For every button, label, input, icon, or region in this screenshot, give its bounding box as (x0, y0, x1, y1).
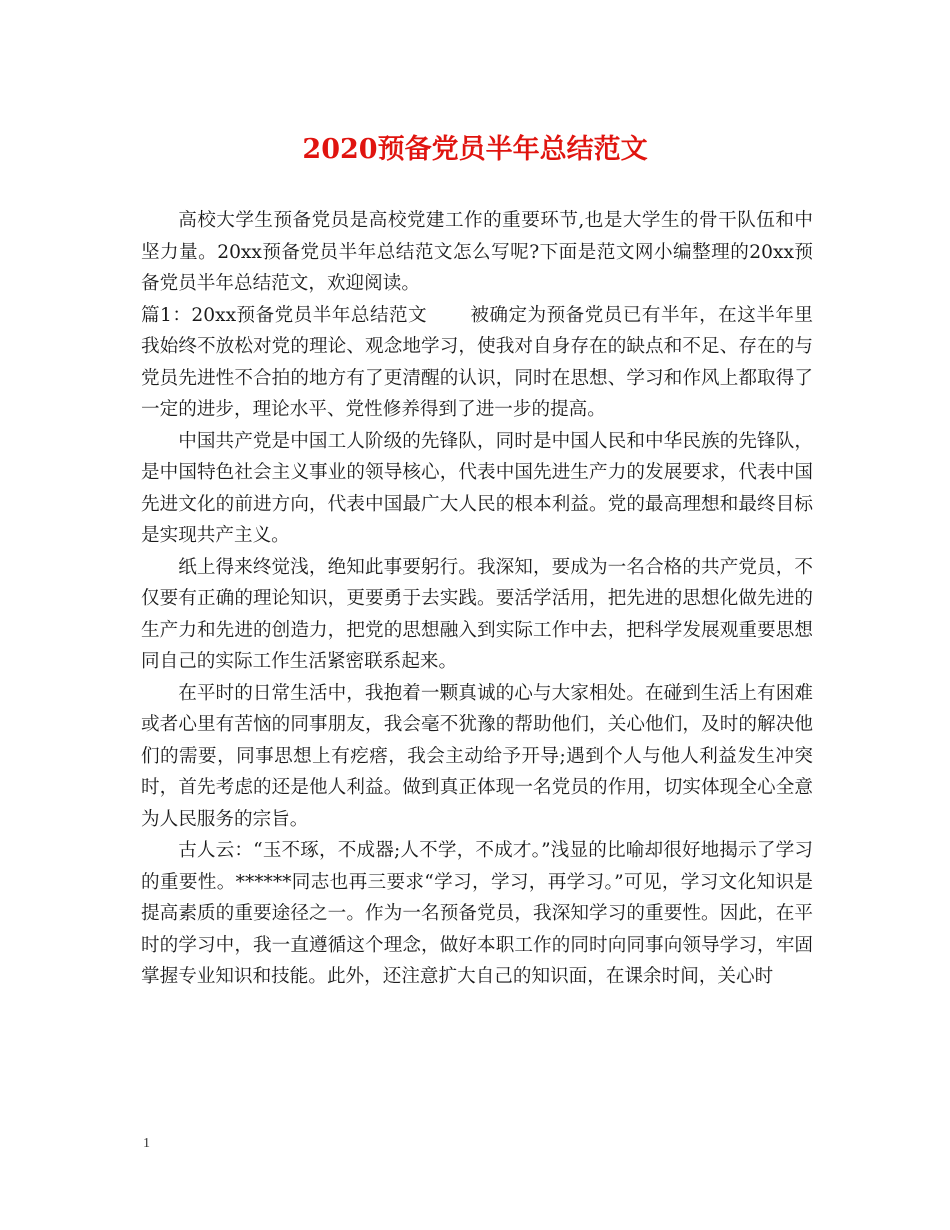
body-paragraph-2: 纸上得来终觉浅，绝知此事要躬行。我深知，要成为一名合格的共产党员，不仅要有正确的理论知识，更要勇于去实践。要活学活用，把先进的思想化做先进的生产力和先进的创造力，把党的思想融入到实际工作中去，把科学发展观重要思想同自己的实际工作生活紧密联系起来。 (141, 556, 813, 672)
body-paragraph-4: 古人云：“玉不琢，不成器;人不学，不成才。”浅显的比喻却很好地揭示了学习的重要性。******同志也再三要求“学习，学习，再学习。”可见，学习文化知识是提高素质的重要途径之一。作为一名预备党员，我深知学习的重要性。因此，在平时的学习中，我一直遵循这个理念，做好本职工作的同时向同事向领导学习，牢固掌握专业知识和技能。此外，还注意扩大自己的知识面，在课余时间，关心时 (141, 840, 813, 987)
page-number: 1 (143, 1136, 150, 1151)
body-paragraph-3: 在平时的日常生活中，我抱着一颗真诚的心与大家相处。在碰到生活上有困难或者心里有苦恼的同事朋友，我会毫不犹豫的帮助他们，关心他们，及时的解决他们的需要，同事思想上有疙瘩，我会主动给予开导;遇到个人与他人利益发生冲突时，首先考虑的还是他人利益。做到真正体现一名党员的作用，切实体现全心全意为人民服务的宗旨。 (141, 682, 813, 830)
section-first-text: 被确定为预备党员已有半年，在这半年里我始终不放松对党的理论、观念地学习，使我对自身存在的缺点和不足、存在的与党员先进性不合拍的地方有了更清醒的认识，同时在思想、学习和作风上都取得了一定的进步，理论水平、党性修养得到了进一步的提高。 (141, 304, 813, 420)
document-title: 2020预备党员半年总结范文 (302, 134, 648, 165)
intro-paragraph: 高校大学生预备党员是高校党建工作的重要环节,也是大学生的骨干队伍和中坚力量。20xx预备党员半年总结范文怎么写呢?下面是范文网小编整理的20xx预备党员半年总结范文，欢迎阅读。 (141, 210, 813, 294)
body-paragraph-1: 中国共产党是中国工人阶级的先锋队，同时是中国人民和中华民族的先锋队，是中国特色社会主义事业的领导核心，代表中国先进生产力的发展要求，代表中国先进文化的前进方向，代表中国最广大人民的根本利益。党的最高理想和最终目标是实现共产主义。 (141, 430, 813, 546)
section-label: 篇1：20xx预备党员半年总结范文 (141, 304, 428, 326)
document-body (141, 205, 813, 993)
section-paragraph (141, 300, 813, 426)
